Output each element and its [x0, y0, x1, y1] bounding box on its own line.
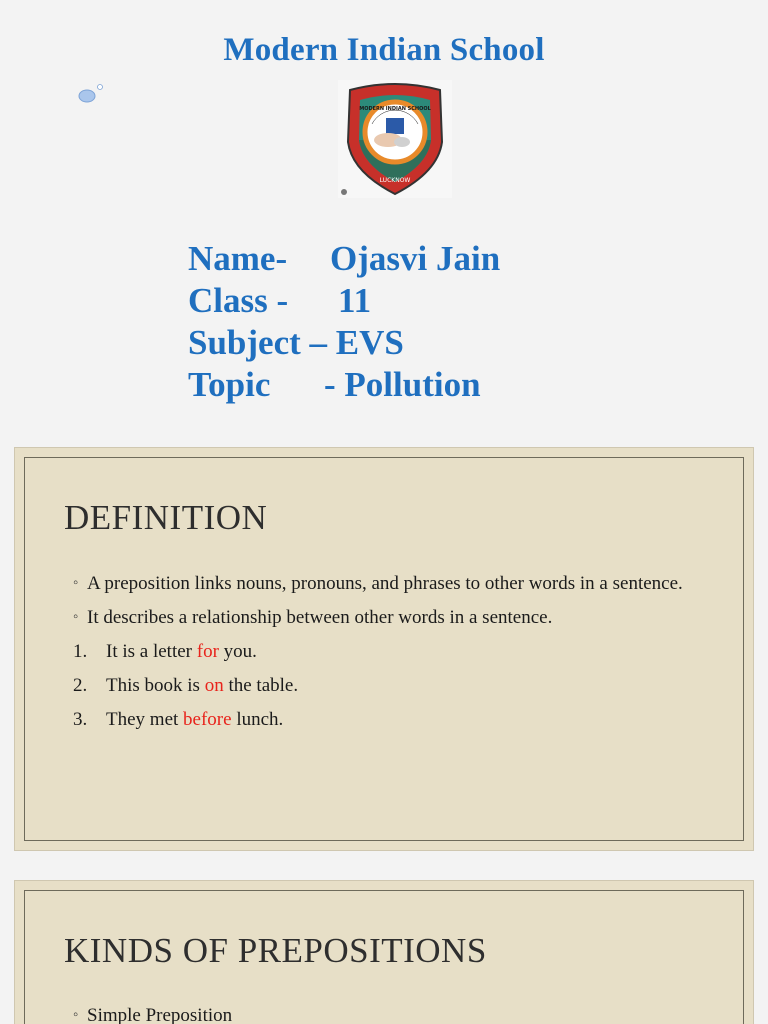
definition-slide: [14, 447, 754, 851]
example-preposition: before: [183, 709, 232, 730]
crest-text: MODERN INDIAN SCHOOL: [359, 106, 431, 112]
example-text-before: It is a letter: [106, 641, 197, 662]
example-item: [73, 672, 713, 699]
bullet-text: Simple Preposition: [87, 1005, 233, 1024]
class-row: [188, 280, 500, 322]
example-item: [73, 706, 713, 733]
example-text-before: They met: [106, 709, 184, 730]
subject-label: Subject –: [188, 323, 328, 362]
kinds-slide: [14, 880, 754, 1024]
bullet-text: It describes a relationship between other words in a sentence.: [87, 607, 553, 628]
student-info: [188, 238, 500, 406]
kinds-list: [73, 1002, 713, 1024]
example-item: [73, 638, 713, 665]
slide-heading: DEFINITION: [64, 498, 268, 537]
list-item: [73, 1002, 713, 1024]
example-number: 3.: [73, 709, 88, 730]
example-number: 2.: [73, 675, 88, 696]
bubbles-icon: [78, 82, 110, 104]
bullet-text: A preposition links nouns, pronouns, and phrases to other words in a sentence.: [87, 573, 683, 594]
topic-row: [188, 364, 500, 406]
subject-value: EVS: [335, 323, 404, 362]
list-item: [73, 604, 713, 631]
example-text-after: lunch.: [231, 709, 284, 730]
school-crest-logo: [338, 80, 452, 198]
name-row: [188, 238, 500, 280]
bullet-icon: ◦: [73, 609, 79, 625]
subject-row: [188, 322, 500, 364]
title-slide: [0, 0, 768, 430]
topic-value: - Pollution: [324, 365, 481, 404]
example-preposition: on: [204, 675, 224, 696]
crest-city: LUCKNOW: [379, 177, 411, 184]
school-title: Modern Indian School: [223, 32, 545, 68]
example-text-after: you.: [218, 641, 257, 662]
example-preposition: for: [196, 641, 219, 662]
list-item: [73, 570, 713, 597]
example-text-before: This book is: [106, 675, 205, 696]
example-number: 1.: [73, 641, 88, 662]
definition-list: [73, 570, 713, 740]
slide-heading: KINDS OF PREPOSITIONS: [64, 931, 487, 970]
name-label: Name-: [188, 239, 288, 278]
bullet-icon: ◦: [73, 575, 79, 591]
example-text-after: the table.: [223, 675, 299, 696]
bullet-icon: ◦: [73, 1007, 79, 1023]
class-value: 11: [338, 281, 372, 320]
class-label: Class -: [188, 281, 289, 320]
name-value: Ojasvi Jain: [330, 239, 501, 278]
topic-label: Topic: [188, 365, 271, 404]
